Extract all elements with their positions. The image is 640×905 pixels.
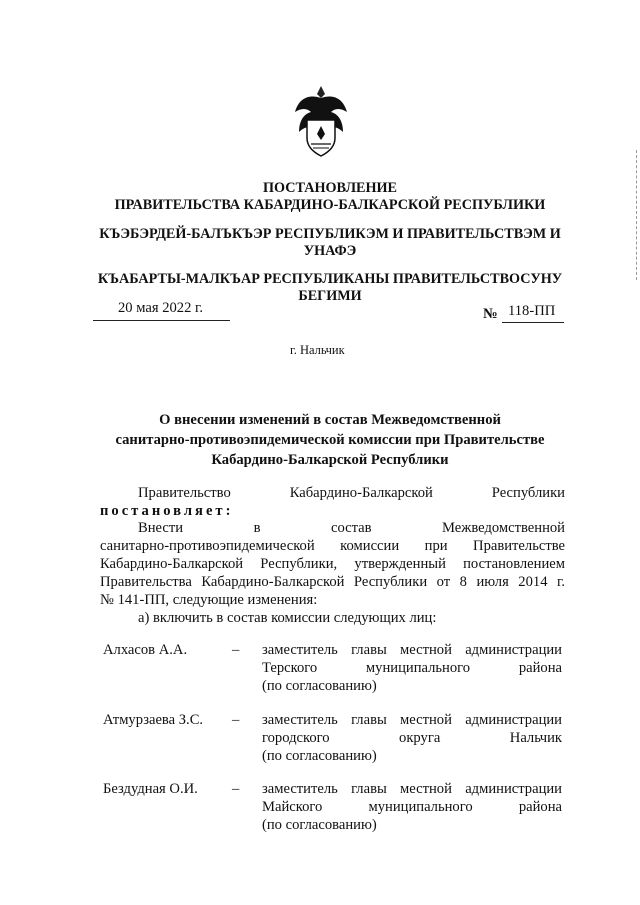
document-date: 20 мая 2022 г. <box>118 300 204 316</box>
member-desc-line1: заместитель главы местной администрации <box>262 781 562 797</box>
coat-of-arms-emblem <box>291 84 351 160</box>
member-desc-line1: заместитель главы местной администрации <box>262 642 562 658</box>
member-desc-line2: городского округа Нальчик <box>262 730 562 746</box>
city: г. Нальчик <box>290 343 345 357</box>
member-dash: – <box>232 712 240 728</box>
body-line1: Правительство Кабардино-Балкарской Республики <box>138 485 565 501</box>
issuer-kabardian-line2: УНАФЭ <box>303 243 357 259</box>
title-line1: О внесении изменений в состав Межведомственной <box>159 412 501 428</box>
issuer-kabardian-line1: КЪЭБЭРДЕЙ-БАЛЪКЪЭР РЕСПУБЛИКЭМ И ПРАВИТЕЛЬСТВЭМ И <box>99 226 561 242</box>
issuer-balkar-line1: КЪАБАРТЫ-МАЛКЪАР РЕСПУБЛИКАНЫ ПРАВИТЕЛЬСТВОСУНУ <box>97 271 563 287</box>
number-underline <box>502 322 564 323</box>
document-number: 118-ПП <box>508 303 556 319</box>
body-line5: Правительства Кабардино-Балкарской Республики от 8 июля 2014 г. <box>100 574 565 590</box>
issuer-balkar-line2: БЕГИМИ <box>298 288 362 304</box>
date-underline <box>93 320 230 321</box>
title-line2: санитарно-противоэпидемической комиссии при Правительстве <box>115 432 545 448</box>
issuer-ru: ПРАВИТЕЛЬСТВА КАБАРДИНО-БАЛКАРСКОЙ РЕСПУБЛИКИ <box>114 197 546 213</box>
member-desc-line2: Терского муниципального района <box>262 660 562 676</box>
member-desc-line1: заместитель главы местной администрации <box>262 712 562 728</box>
item-a: а) включить в состав комиссии следующих лиц: <box>138 610 437 626</box>
member-desc-line3: (по согласованию) <box>262 748 377 764</box>
member-desc-line2: Майского муниципального района <box>262 799 562 815</box>
document-type: ПОСТАНОВЛЕНИЕ <box>262 180 398 196</box>
number-label: № <box>483 306 498 322</box>
member-desc-line3: (по согласованию) <box>262 678 377 694</box>
member-dash: – <box>232 781 240 797</box>
member-dash: – <box>232 642 240 658</box>
decides: постановляет: <box>100 503 234 519</box>
title-line3: Кабардино-Балкарской Республики <box>211 452 449 468</box>
member-name: Алхасов А.А. <box>103 642 188 658</box>
scan-edge-mark <box>636 150 639 280</box>
member-desc-line3: (по согласованию) <box>262 817 377 833</box>
body-line6: № 141-ПП, следующие изменения: <box>100 592 318 608</box>
body-line2: Внести в состав Межведомственной <box>138 520 565 536</box>
body-line4: Кабардино-Балкарской Республики, утвержденный постановлением <box>100 556 565 572</box>
member-name: Атмурзаева З.С. <box>103 712 204 728</box>
member-name: Бездудная О.И. <box>103 781 198 797</box>
body-line3: санитарно-противоэпидемической комиссии при Правительстве <box>100 538 565 554</box>
